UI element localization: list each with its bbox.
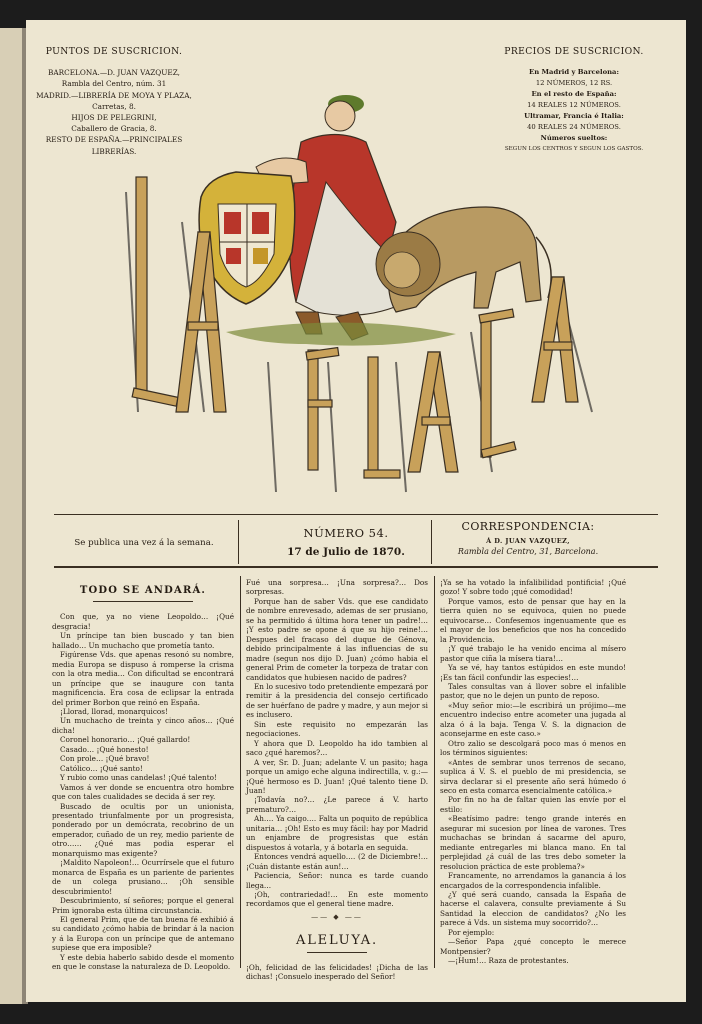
article-paragraph: Con prole… ¡Qué bravo! xyxy=(60,754,150,764)
article-paragraph: «Beatísimo padre: tengo grande interés en asegurar mi sucesion por línea de varones. Tres muchachas se brindan á sacarme del apuro, mediante entregarles mi blanca mano. En tal perplejidad ¿á cuál de las tres debo someter la resolucion práctica de este problema?» xyxy=(440,814,626,871)
article-paragraph: Porque han de saber Vds. que ese candidato de nombre enrevesado, ademas de ser prusiano, se ha permitido á última hora tener un padre!… ¡Y esto padre se opone á que su hijo reine!… Despues del fracaso del duque de Génova, debido principalmente á las influencias de su madre (segun nos dijo D. Juan) ¿cómo habia el general Prim de cometer la torpeza de tratar con candidatos que hubiesen nacido de padres? xyxy=(246,596,428,682)
article-paragraph: Sin este requisito no empezarán las negociaciones. xyxy=(246,719,428,739)
price-line: En el resto de España: xyxy=(531,90,617,98)
article-paragraph: «Muy señor mio:—le escribirá un prójimo—me encuentro indeciso entre acometer una jugada al alza ó á la baja. Tenga V. S. la dignacion de aconsejarme en este caso.» xyxy=(440,700,626,739)
correspondence-title: CORRESPONDENCIA: xyxy=(461,520,595,533)
publication-frequency: Se publica una vez á la semana. xyxy=(74,538,214,548)
subscription-line: Caballero de Gracia, 8. xyxy=(71,124,157,134)
article-paragraph: Vamos á ver donde se encuentra otro hombre que con tales cualidades se decida á ser rey. xyxy=(52,782,234,802)
subscription-line: Carretas, 8. xyxy=(92,101,136,111)
title-rule xyxy=(93,601,193,602)
article-paragraph: Católico… ¡Qué santo! xyxy=(60,763,143,773)
article-paragraph: Y rubio como unas candelas! ¡Qué talento! xyxy=(60,773,217,783)
article-paragraph: Coronel honorario… ¡Qué gallardo! xyxy=(60,735,191,745)
article-column-2 xyxy=(246,578,428,982)
masthead-title-text: LA FLACA xyxy=(350,507,362,509)
article-paragraph: Por ejemplo: xyxy=(448,927,495,937)
correspondence-name: Á D. JUAN VAZQUEZ, xyxy=(486,537,570,545)
subscription-line: MADRID.—LIBRERÍA DE MOYA Y PLAZA, xyxy=(36,90,192,100)
article-title: TODO SE ANDARÁ. xyxy=(79,585,207,596)
price-line: 12 NÚMEROS, 12 RS. xyxy=(535,79,613,87)
article-paragraph: Y ahora que D. Leopoldo ha ido tambien al saco ¿qué haremos?… xyxy=(246,738,428,758)
price-line: Ultramar, Francia é Italia: xyxy=(524,112,624,120)
article-paragraph: ¡Y qué trabajo le ha venido encima al mísero pastor que ciña la mísera tiara!… xyxy=(440,644,626,663)
divider xyxy=(238,520,239,564)
divider xyxy=(431,520,432,564)
article-paragraph: Otro zalio se descolgará poco mas ó menos en los términos siguientes: xyxy=(440,738,626,758)
article-column-1 xyxy=(52,586,234,972)
article-paragraph: Paciencia, Señor: nunca es tarde cuando llega… xyxy=(246,871,428,890)
subscription-line: RESTO DE ESPAÑA.—PRINCIPALES xyxy=(45,135,183,145)
article-paragraph: ¿Y qué será cuando, cansada la España de hacerse el calavera, consulte previamente á Su Santidad la eleccion de candidatos? ¿No les parece á Vds. un sistema muy socorrido?… xyxy=(440,889,626,928)
article-paragraph: ¡Oh, contrariedad!… En este momento recordamos que el general tiene madre. xyxy=(246,889,428,909)
article-paragraph: Ah…. Ya caigo…. Falta un poquito de república unitaria… ¡Oh! Esto es muy fácil: hay por Madrid un enjambre de progresistas que están dispuestos á votarla, y á botarla en seguida. xyxy=(246,814,428,852)
ground-illustration xyxy=(226,322,456,345)
ornament-divider: —— ◆ —— xyxy=(311,912,363,921)
article-paragraph: Por fin no ha de faltar quien las envíe por el estilo: xyxy=(440,795,626,814)
price-line: 40 REALES 24 NÚMEROS. xyxy=(527,123,621,131)
article-paragraph: El general Prim, que de tan buena fé exhibió á su candidato ¿cómo habia de brindar á la nacion y á la Europa con un príncipe que de antemano supiese que era imposible? xyxy=(52,914,234,953)
masthead-illustration xyxy=(96,72,616,512)
article-paragraph: Porque vamos, esto de pensar que hay en la tierra quien no se equivoca, quien no puede equivocarse… Confesemos ingenuamente que es el mayor de los beneficios que nos ha concedido la Providencia. xyxy=(440,596,626,644)
column-divider xyxy=(240,576,241,968)
article-paragraph: —¡Hum!… Raza de protestantes. xyxy=(448,956,569,966)
newspaper-page xyxy=(26,20,686,1002)
article-paragraph: Y este debia haberlo sabido desde el momento en que le constase la naturaleza de D. Leopoldo. xyxy=(52,952,234,972)
correspondence-address: Rambla del Centro, 31, Barcelona. xyxy=(457,547,599,556)
price-line: En Madrid y Barcelona: xyxy=(529,68,619,76)
lion-illustration xyxy=(376,207,551,312)
divider xyxy=(54,566,658,568)
article-paragraph: «Antes de sembrar unos terrenos de secano, suplica á V. S. el pueblo de mi presidencia, se sirva declarar si el presente año será húmedo ó seco en esta comarca esencialmente católica.» xyxy=(440,757,626,795)
article-paragraph: ¡Llorad, llorad, monarquicos! xyxy=(60,706,168,716)
article-paragraph: —Señor Papa ¿qué concepto le merece Montpensier? xyxy=(440,937,626,956)
subscription-line: LIBRERÍAS. xyxy=(91,146,137,156)
price-line: SEGUN LOS CENTROS Y SEGUN LOS GASTOS. xyxy=(504,146,644,152)
price-line: 14 REALES 12 NÚMEROS. xyxy=(527,101,621,109)
article-paragraph: A ver, Sr. D. Juan; adelante V. un pasito; haga porque un amigo eche alguna indirectilla, v. g.:—¡Qué hermoso es D. Juan! ¡Qué talento tiene D. Juan! xyxy=(246,757,428,795)
article-paragraph: Fué una sorpresa… ¡Una sorpresa?… Dos sorpresas. xyxy=(246,578,428,597)
subscription-line: BARCELONA.—D. JUAN VAZQUEZ, xyxy=(47,68,181,78)
article-paragraph: ¡Todavía no?… ¿Le parece á V. harto prematuro?… xyxy=(246,795,428,814)
article-paragraph: ¡Maldito Napoleon!… Ocurrírsele que el futuro monarca de España es un pariente de parientes de un colega prusiano… ¡Oh sensible descubrimiento! xyxy=(52,858,234,896)
subscription-points-title: PUNTOS DE SUSCRICION. xyxy=(45,46,183,57)
article-paragraph: Ya se vé, hay tantos estúpidos en este mundo! ¡Es tan fácil confundir las especies!… xyxy=(440,663,626,682)
subscription-line: Rambla del Centro, núm. 31 xyxy=(61,79,167,89)
article-paragraph: ¡Ya se ha votado la infalibilidad pontificia! ¡Qué gozo! Y sobre todo ¡qué comodidad! xyxy=(440,578,626,597)
article-paragraph: Con que, ya no viene Leopoldo… ¡Qué desgracia! xyxy=(52,612,234,631)
article-paragraph: Tales consultas van á llover sobre el infalible pastor, que no le dejen un punto de reposo. xyxy=(440,681,626,701)
issue-number: NÚMERO 54. xyxy=(303,526,389,540)
issue-info xyxy=(266,526,426,558)
aleluya-title: ALELUYA. xyxy=(296,933,378,949)
subscription-prices-title: PRECIOS DE SUSCRICION. xyxy=(504,46,644,57)
article-paragraph: Casado… ¡Qué honesto! xyxy=(60,744,149,754)
issue-date: 17 de Julio de 1870. xyxy=(287,546,405,558)
aleluya-verse: ¡Oh, felicidad de las felicidades! ¡Dicha de las dichas! ¡Consuelo inesperado del Señor! xyxy=(246,962,428,982)
divider xyxy=(54,514,658,515)
article-column-3 xyxy=(440,578,626,966)
subscription-line: HIJOS DE PELEGRINI, xyxy=(71,113,157,123)
correspondence-block xyxy=(438,520,618,556)
article-paragraph: En lo sucesivo todo pretendiente empezará por remitir á la presidencia del consejo certificado de ser huérfano de padre y madre, y aun mejor si es inclusero. xyxy=(246,681,428,720)
article-paragraph: Entonces vendrá aquello…. (2 de Diciembre!… ¡Cuán distante están aun!… xyxy=(246,852,428,871)
article-paragraph: Buscado de ocultis por un unionista, presentado triunfalmente por un progresista, ponderado por un demócrata, recobrino de un emperador, cuñado de un rey, medio pariente de otro…… ¿Qué mas podia esperar el monarquismo mas exigente? xyxy=(52,801,234,858)
article-paragraph: Descubrimiento, sí señores; porque el general Prim ignoraba esta última circunstancia. xyxy=(52,896,234,915)
title-rule xyxy=(307,952,367,953)
price-line: Números sueltos: xyxy=(540,134,608,142)
article-paragraph: Figúrense Vds. que apenas resonó su nombre, media Europa se dispuso á romperse la crisma con la otra media… Con dificultad se encontrará un príncipe que se inaugure con tanta magnificencia. Era cosa de eclipsar la entrada del primer Borbon que reinó en España. xyxy=(52,650,234,707)
article-paragraph: Un muchacho de treinta y cinco años… ¡Qué dicha! xyxy=(52,716,234,735)
article-paragraph: Francamente, no arrendamos la ganancia á los encargados de la correspondencia infalible. xyxy=(440,871,626,890)
column-divider xyxy=(434,576,435,968)
article-paragraph: Un príncipe tan bien buscado y tan bien hallado… Un muchacho que prometía tanto. xyxy=(52,631,234,650)
